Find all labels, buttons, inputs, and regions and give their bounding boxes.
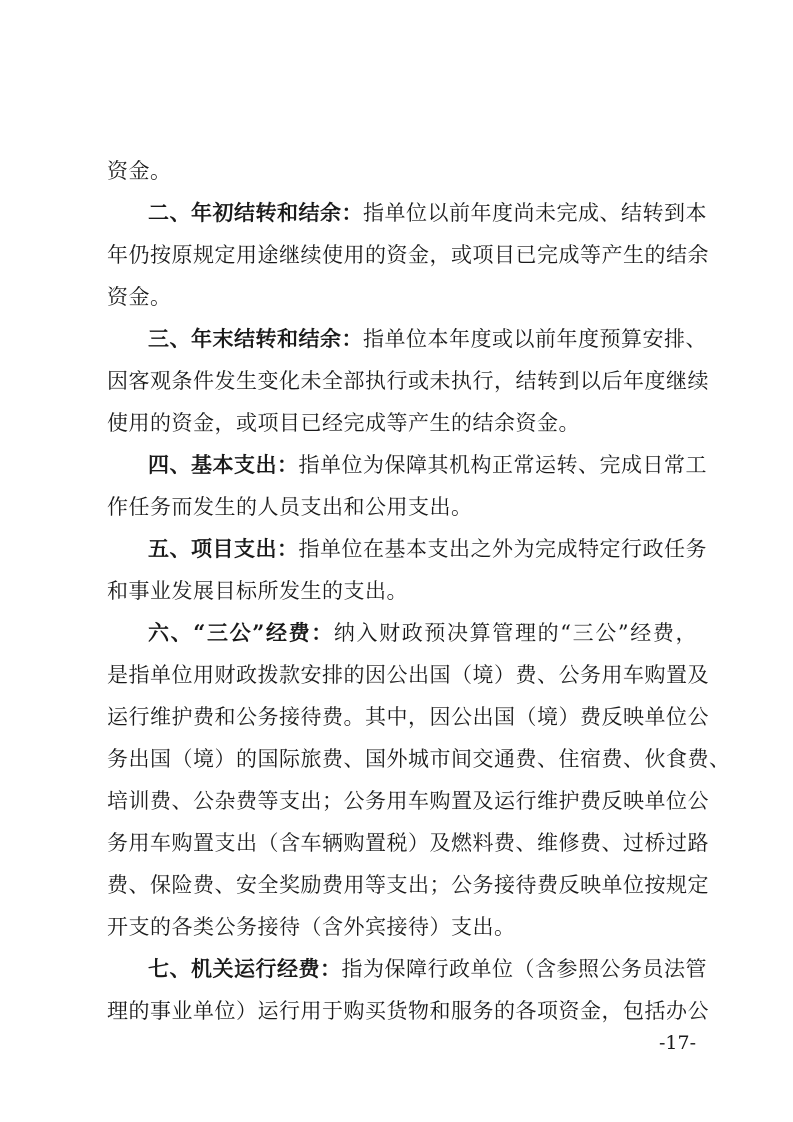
paragraph-heading-line: 七、机关运行经费：指为保障行政单位（含参照公务员法管 [148,956,707,981]
paragraph-line: 开支的各类公务接待（含外宾接待）支出。 [107,915,516,939]
paragraph-heading-line: 二、年初结转和结余：指单位以前年度尚未完成、结转到本 [148,200,707,225]
paragraph-line: 是指单位用财政拨款安排的因公出国（境）费、公务用车购置及 [107,663,709,687]
paragraph-line: 资金。 [107,159,172,183]
paragraph-heading-line: 四、基本支出：指单位为保障其机构正常运转、完成日常工 [148,452,707,477]
paragraph-line: 年仍按原规定用途继续使用的资金，或项目已完成等产生的结余 [107,243,709,267]
paragraph-line: 培训费、公杂费等支出；公务用车购置及运行维护费反映单位公 [107,789,709,813]
paragraph-heading-line: 五、项目支出：指单位在基本支出之外为完成特定行政任务 [148,536,707,561]
paragraph-line: 作任务而发生的人员支出和公用支出。 [107,495,473,519]
paragraph-line: 运行维护费和公务接待费。其中，因公出国（境）费反映单位公 [107,705,709,729]
paragraph-line: 务用车购置支出（含车辆购置税）及燃料费、维修费、过桥过路 [107,831,709,855]
paragraph-line: 使用的资金，或项目已经完成等产生的结余资金。 [107,411,580,435]
paragraph-heading-line: 三、年末结转和结余：指单位本年度或以前年度预算安排、 [148,326,707,351]
term-label: 二、年初结转和结余： [148,200,363,225]
term-label: 三、年末结转和结余： [148,326,363,351]
paragraph-line: 资金。 [107,285,172,309]
term-label: 七、机关运行经费： [148,956,342,981]
page-number: -17- [658,1032,696,1054]
paragraph-line: 和事业发展目标所发生的支出。 [107,579,408,603]
paragraph-line: 因客观条件发生变化未全部执行或未执行，结转到以后年度继续 [107,369,709,393]
paragraph-heading-line: 六、“三公”经费：纳入财政预决算管理的“三公”经费， [148,620,697,645]
paragraph-line: 理的事业单位）运行用于购买货物和服务的各项资金，包括办公 [107,999,709,1023]
term-label: 五、项目支出： [148,536,299,561]
term-label: 六、“三公”经费： [148,620,334,645]
paragraph-line: 务出国（境）的国际旅费、国外城市间交通费、住宿费、伙食费、 [107,747,731,771]
paragraph-line: 费、保险费、安全奖励费用等支出；公务接待费反映单位按规定 [107,873,709,897]
term-label: 四、基本支出： [148,452,299,477]
